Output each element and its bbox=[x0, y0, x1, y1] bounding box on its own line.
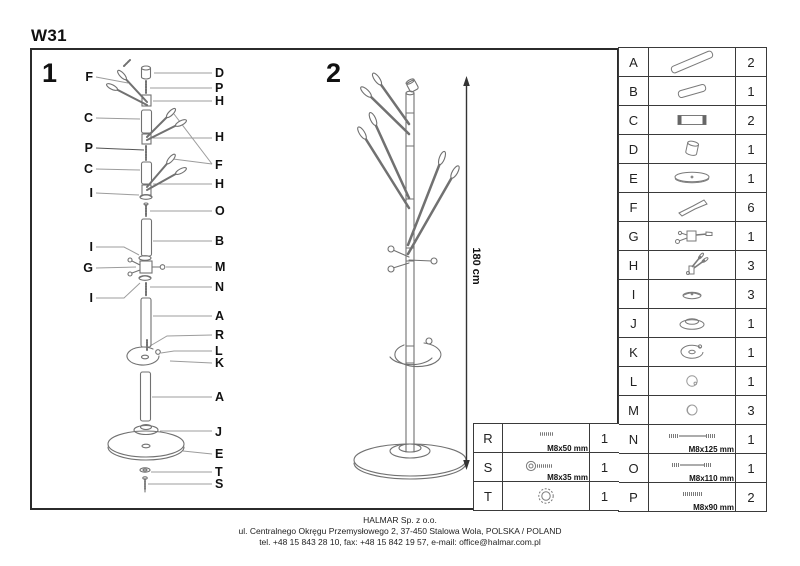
hook-holder-icon bbox=[649, 251, 736, 279]
hardware-qty: 1 bbox=[600, 488, 609, 504]
part-letter: J bbox=[619, 309, 649, 337]
parts-row bbox=[619, 222, 766, 251]
diagram-label: F bbox=[85, 70, 93, 84]
parts-row bbox=[619, 338, 766, 367]
diagram-label: A bbox=[215, 309, 225, 323]
diagram-label: G bbox=[83, 261, 93, 275]
hardware-row bbox=[474, 453, 619, 482]
screw-icon bbox=[503, 424, 590, 452]
diagram-label: H bbox=[215, 177, 225, 191]
height-dimension bbox=[463, 76, 482, 470]
parts-row bbox=[619, 106, 766, 135]
part-size-label: M8x125 mm bbox=[688, 445, 734, 454]
diagram-label: F bbox=[215, 158, 223, 172]
diagram-label: I bbox=[89, 291, 93, 305]
part-qty: 1 bbox=[747, 315, 755, 331]
long-pole-tube-icon bbox=[649, 48, 736, 76]
diagram-label: B bbox=[215, 234, 225, 248]
part-qty: 3 bbox=[747, 286, 755, 302]
hardware-size-label: M8x50 mm bbox=[547, 444, 588, 453]
washer-nut-icon: T bbox=[474, 482, 503, 510]
diagram-label: P bbox=[84, 141, 93, 155]
section-1-number: 1 bbox=[42, 58, 58, 88]
parts-row bbox=[619, 280, 766, 309]
part-letter: M bbox=[619, 396, 649, 424]
part-qty: 1 bbox=[747, 83, 755, 99]
part-letter: F bbox=[619, 193, 649, 221]
diagram-label: N bbox=[215, 280, 225, 294]
diagram-label: E bbox=[215, 447, 224, 461]
assembled-rack-drawing bbox=[354, 72, 466, 479]
part-qty: 1 bbox=[747, 141, 755, 157]
height-value-label: 180 cm bbox=[470, 247, 482, 285]
part-qty: 2 bbox=[747, 489, 755, 505]
diagram-label: R bbox=[215, 328, 225, 342]
part-qty: 1 bbox=[747, 373, 755, 389]
diagram-label: I bbox=[89, 240, 93, 254]
part-qty: 6 bbox=[747, 199, 755, 215]
parts-table bbox=[618, 47, 767, 512]
washer-nut-icon bbox=[503, 482, 590, 510]
part-qty: 1 bbox=[747, 228, 755, 244]
parts-row bbox=[619, 77, 766, 106]
part-qty: 1 bbox=[747, 344, 755, 360]
diagram-label: H bbox=[215, 94, 225, 108]
screw-with-washer-icon bbox=[503, 453, 590, 481]
hardware-row bbox=[474, 482, 619, 510]
section-2-number: 2 bbox=[326, 58, 342, 88]
diagram-label: L bbox=[215, 344, 223, 358]
diagram-label: S bbox=[215, 477, 224, 491]
part-letter: N bbox=[619, 425, 649, 453]
parts-row bbox=[619, 251, 766, 280]
sleeve-tube-icon bbox=[649, 106, 736, 134]
page-title: W31 bbox=[31, 26, 67, 45]
diagram-label: C bbox=[83, 162, 93, 176]
part-qty: 1 bbox=[747, 170, 755, 186]
parts-row bbox=[619, 454, 766, 483]
part-letter: C bbox=[619, 106, 649, 134]
leader-lines bbox=[96, 73, 212, 484]
hardware-letter: S bbox=[474, 453, 503, 481]
hardware-table bbox=[473, 423, 619, 511]
parts-row bbox=[619, 135, 766, 164]
part-qty: 1 bbox=[747, 460, 755, 476]
hardware-qty: 1 bbox=[600, 459, 609, 475]
parts-row bbox=[619, 309, 766, 338]
part-letter: B bbox=[619, 77, 649, 105]
top-cap-cylinder-icon bbox=[649, 135, 736, 163]
hardware-qty: 1 bbox=[600, 430, 609, 446]
company-footer bbox=[0, 515, 800, 548]
hardware-letter: R bbox=[474, 424, 503, 452]
part-letter: A bbox=[619, 48, 649, 76]
company-contact: tel. +48 15 843 28 10, fax: +48 15 842 19 57, e-mail: office@halmar.com.pl bbox=[259, 537, 541, 547]
part-size-label: M8x110 mm bbox=[689, 474, 734, 483]
diagram-label: O bbox=[215, 204, 225, 218]
threaded-rod-icon bbox=[649, 483, 736, 511]
parts-row bbox=[619, 367, 766, 396]
base-cover-icon bbox=[649, 309, 736, 337]
parts-row bbox=[619, 48, 766, 77]
parts-row bbox=[619, 193, 766, 222]
part-qty: 2 bbox=[747, 54, 755, 70]
base-plate-icon bbox=[649, 164, 736, 192]
part-letter: G bbox=[619, 222, 649, 250]
diagram-label: I bbox=[89, 186, 93, 200]
diagram-label: D bbox=[215, 66, 225, 80]
parts-row bbox=[619, 396, 766, 425]
part-letter: D bbox=[619, 135, 649, 163]
part-qty: 1 bbox=[747, 431, 755, 447]
company-name: HALMAR Sp. z o.o. bbox=[363, 515, 437, 525]
part-letter: H bbox=[619, 251, 649, 279]
diagram-label: T bbox=[215, 465, 223, 479]
part-qty: 3 bbox=[747, 402, 755, 418]
diagram-label: P bbox=[215, 81, 224, 95]
company-address: ul. Centralnego Okręgu Przemysłowego 2, 37-450 Stalowa Wola, POLSKA / POLAND bbox=[238, 526, 562, 536]
part-letter: L bbox=[619, 367, 649, 395]
diagram-label: M bbox=[215, 260, 226, 274]
parts-row bbox=[619, 164, 766, 193]
umbrella-ring-icon bbox=[649, 338, 736, 366]
part-letter: K bbox=[619, 338, 649, 366]
hardware-row bbox=[474, 424, 619, 453]
small-ball-knob-icon bbox=[649, 396, 736, 424]
short-pole-tube-icon bbox=[649, 77, 736, 105]
threaded-rod-icon bbox=[649, 425, 736, 453]
diagram-label: K bbox=[215, 356, 225, 370]
part-letter: E bbox=[619, 164, 649, 192]
parts-row bbox=[619, 483, 766, 511]
diagram-label: J bbox=[215, 425, 222, 439]
part-letter: O bbox=[619, 454, 649, 482]
hook-blade-icon bbox=[649, 193, 736, 221]
part-qty: 3 bbox=[747, 257, 755, 273]
peg-hub-icon bbox=[649, 222, 736, 250]
diagram-label: H bbox=[215, 130, 225, 144]
ball-knob-icon bbox=[649, 367, 736, 395]
parts-row bbox=[619, 425, 766, 454]
part-qty: 2 bbox=[747, 112, 755, 128]
diagram-label: A bbox=[215, 390, 225, 404]
dome-washer-icon bbox=[649, 280, 736, 308]
threaded-rod-icon bbox=[649, 454, 736, 482]
hardware-size-label: M8x35 mm bbox=[547, 473, 588, 482]
exploded-parts-drawing bbox=[106, 60, 188, 492]
part-letter: I bbox=[619, 280, 649, 308]
part-letter: P bbox=[619, 483, 649, 511]
diagram-label: C bbox=[83, 111, 93, 125]
part-size-label: M8x90 mm bbox=[693, 503, 734, 512]
